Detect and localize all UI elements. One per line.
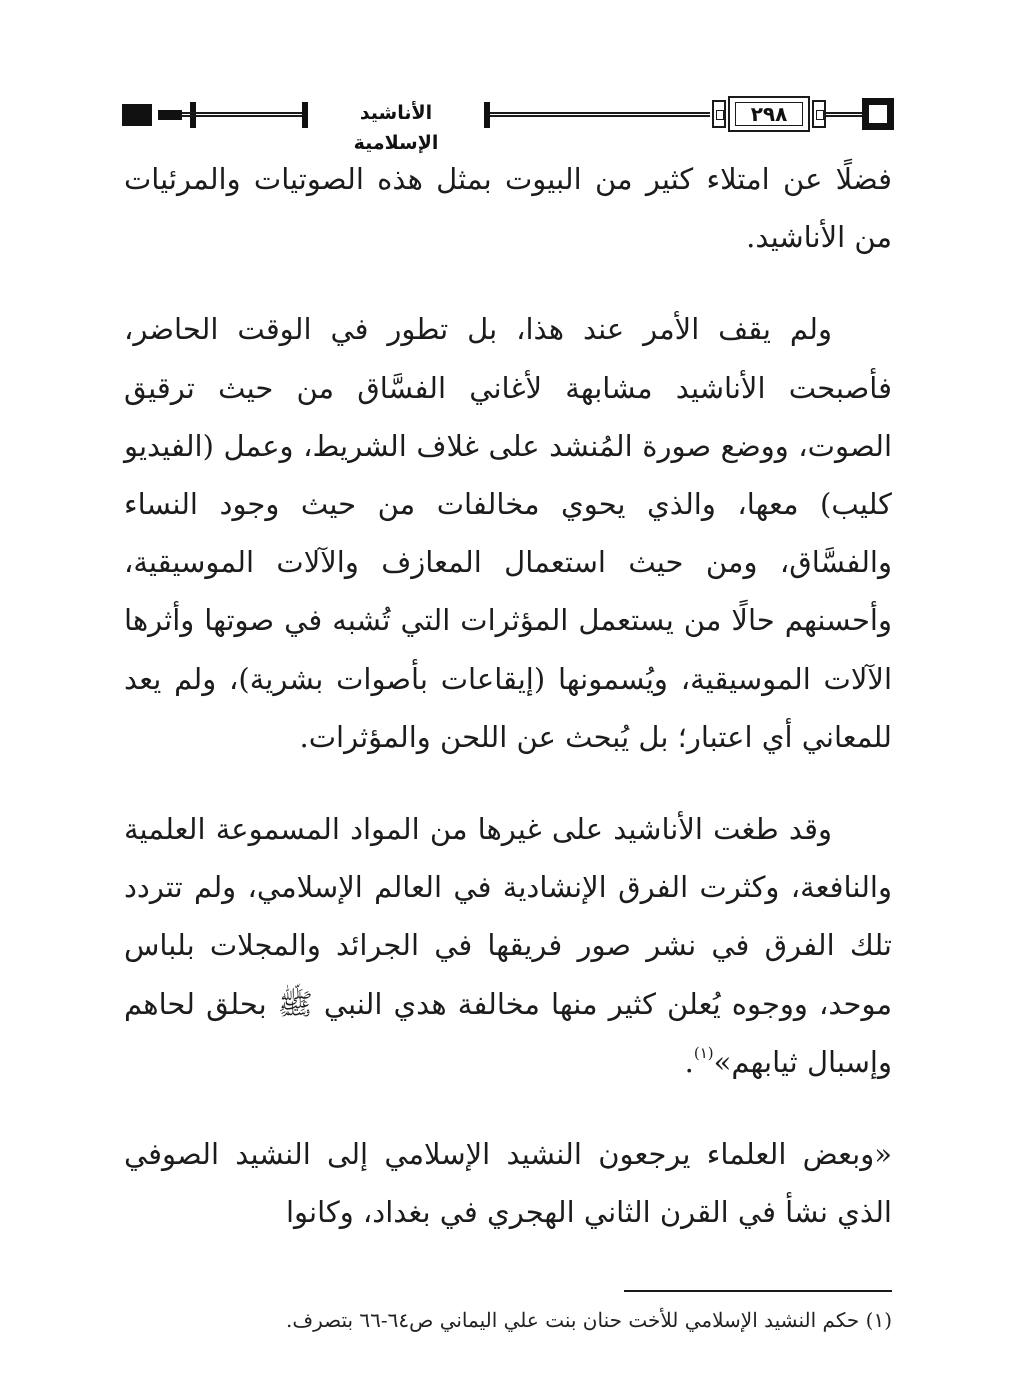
page-number-frame <box>728 96 810 132</box>
footnote-separator <box>624 1290 892 1292</box>
footnote-reference[interactable]: (١) <box>693 1043 714 1062</box>
paragraph: فضلًا عن امتلاء كثير من البيوت بمثل هذه الصوتيات والمرئيات من الأناشيد. <box>124 162 892 255</box>
header-rule <box>826 112 862 117</box>
paragraph: «وبعض العلماء يرجعون النشيد الإسلامي إلى النشيد الصوفي الذي نشأ في القرن الثاني الهجري في بغداد، وكانوا <box>124 1137 892 1230</box>
header-end-square <box>862 98 894 130</box>
page-number: ٢٩٨ <box>750 102 788 126</box>
paragraph-text: وقد طغت الأناشيد على غيرها من المواد المسموعة العلمية والنافعة، وكثرت الفرق الإنشادية في العالم الإسلامي، ولم تتردد تلك الفرق في نشر صور فريقها في الجرائد والمجلات بلباس موحد، ووجوه يُعلن كثير منها مخالفة هدي النبي ﷺ بحلق لحاهم وإسبال ثيابهم» <box>124 812 892 1079</box>
paragraph: ولم يقف الأمر عند هذا، بل تطور في الوقت الحاضر، فأصبحت الأناشيد مشابهة لأغاني الفسَّاق من حيث ترقيق الصوت، ووضع صورة المُنشد على غلاف الشريط، وعمل (الفيديو كليب) معها، والذي يحوي مخالفات من حيث وجود النساء والفسَّاق، ومن حيث استعمال المعازف والآلات الموسيقية، وأحسنهم حالًا من يستعمل المؤثرات التي تُشبه في صوتها وأثرها الآلات الموسيقية، ويُسمونها (إيقاعات بأصوات بشرية)، ولم يعد للمعاني أي اعتبار؛ بل يُبحث عن اللحن والمؤثرات. <box>124 312 892 754</box>
running-title: الأناشيد الإسلامية <box>353 102 439 154</box>
footnote: (١) حكم النشيد الإسلامي للأخت حنان بنت علي اليماني ص٦٤-٦٦ بتصرف. <box>285 1308 892 1332</box>
main-text <box>124 150 892 1241</box>
header-ornament-tick <box>302 102 308 128</box>
header-rule <box>490 112 710 117</box>
paragraph-end: . <box>684 1044 694 1079</box>
paragraph <box>124 800 892 1091</box>
header-rule <box>182 112 308 117</box>
header-ornament-bar <box>158 110 182 120</box>
header-ornament-block <box>122 104 152 126</box>
header-ornament-knot <box>712 100 726 128</box>
running-header <box>122 96 894 154</box>
header-ornament-knot <box>812 100 826 128</box>
